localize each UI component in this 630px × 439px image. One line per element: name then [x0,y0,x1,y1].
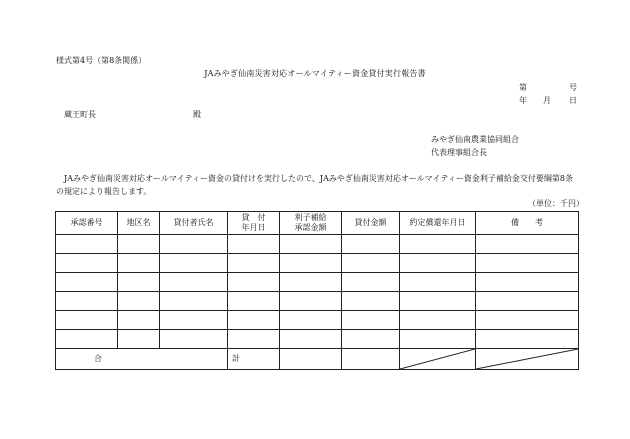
cell-repayment-date[interactable] [400,273,476,292]
cell-loan-amount[interactable] [342,330,400,349]
cell-loan-date[interactable] [228,254,280,273]
table-row [56,311,579,330]
document-number-suffix: 号 [569,83,577,92]
total-label-left: 合 [94,354,102,363]
cell-approval-number[interactable] [56,235,118,254]
total-label-right: 計 [232,354,240,363]
cell-loan-date[interactable] [228,235,280,254]
cell-loan-amount[interactable] [342,292,400,311]
header-district: 地区名 [118,212,160,235]
header-loan-amount: 貸付金額 [342,212,400,235]
cell-repayment-date[interactable] [400,235,476,254]
table-header-row [56,212,579,235]
document-number-prefix: 第 [519,83,527,92]
cell-remarks[interactable] [476,330,579,349]
total-loan-amount-cell[interactable] [342,349,400,370]
cell-subsidy-amount[interactable] [280,292,342,311]
cell-approval-number[interactable] [56,330,118,349]
cell-district[interactable] [118,292,160,311]
document-date-line [519,97,575,105]
cell-subsidy-amount[interactable] [280,330,342,349]
table-total-row [56,349,579,370]
cell-loan-date[interactable] [228,273,280,292]
cell-subsidy-amount[interactable] [280,273,342,292]
cell-district[interactable] [118,273,160,292]
document-number-line [519,84,575,92]
cell-remarks[interactable] [476,273,579,292]
total-remarks-slashed [476,349,579,370]
diagonal-slash [400,349,475,369]
table-row [56,292,579,311]
date-year-label: 年 [519,96,527,105]
cell-borrower-name[interactable] [160,330,228,349]
sender-representative: 代表理事組合長 [431,148,487,157]
cell-district[interactable] [118,235,160,254]
honorific: 殿 [193,110,201,119]
cell-subsidy-amount[interactable] [280,235,342,254]
report-body-text: JAみやぎ仙南災害対応オールマイティー資金の貸付けを実行したので、JAみやぎ仙南災害対応オールマイティー資金利子補給金交付要綱第8条の規定により報告します。 [56,174,573,196]
document-title: JAみやぎ仙南災害対応オールマイティー資金貸付実行報告書 [204,69,426,78]
diagonal-slash [476,349,578,369]
form-number: 様式第4号（第8条関係） [56,56,147,65]
cell-loan-date[interactable] [228,311,280,330]
cell-approval-number[interactable] [56,292,118,311]
cell-loan-amount[interactable] [342,254,400,273]
cell-loan-amount[interactable] [342,235,400,254]
sender-organization: みやぎ仙南農業協同組合 [431,135,519,144]
cell-repayment-date[interactable] [400,254,476,273]
header-subsidy-amount: 利子補給 承認金額 [280,212,342,235]
cell-borrower-name[interactable] [160,235,228,254]
header-borrower-name: 貸付者氏名 [160,212,228,235]
cell-loan-amount[interactable] [342,273,400,292]
cell-borrower-name[interactable] [160,292,228,311]
cell-remarks[interactable] [476,292,579,311]
cell-repayment-date[interactable] [400,292,476,311]
date-day-label: 日 [569,96,577,105]
header-remarks: 備 考 [476,212,579,235]
cell-approval-number[interactable] [56,273,118,292]
cell-repayment-date[interactable] [400,330,476,349]
cell-borrower-name[interactable] [160,254,228,273]
unit-label: （単位：千円） [528,199,584,208]
cell-loan-date[interactable] [228,330,280,349]
loan-report-table [55,211,579,370]
date-month-label: 月 [543,96,551,105]
table-row [56,235,579,254]
table-row [56,273,579,292]
table-row [56,330,579,349]
cell-district[interactable] [118,330,160,349]
cell-remarks[interactable] [476,254,579,273]
table-row [56,254,579,273]
addressee: 蔵王町長 [64,110,96,119]
cell-subsidy-amount[interactable] [280,254,342,273]
total-label-cell [56,349,240,370]
total-repayment-date-slashed [400,349,476,370]
cell-district[interactable] [118,311,160,330]
cell-remarks[interactable] [476,311,579,330]
cell-borrower-name[interactable] [160,311,228,330]
cell-district[interactable] [118,254,160,273]
cell-loan-date[interactable] [228,292,280,311]
cell-remarks[interactable] [476,235,579,254]
cell-repayment-date[interactable] [400,311,476,330]
header-repayment-date: 約定償還年月日 [400,212,476,235]
cell-loan-amount[interactable] [342,311,400,330]
header-approval-number: 承認番号 [56,212,118,235]
cell-approval-number[interactable] [56,254,118,273]
cell-subsidy-amount[interactable] [280,311,342,330]
cell-borrower-name[interactable] [160,273,228,292]
total-subsidy-amount-cell[interactable] [280,349,342,370]
header-loan-date: 貸 付 年月日 [228,212,280,235]
cell-approval-number[interactable] [56,311,118,330]
